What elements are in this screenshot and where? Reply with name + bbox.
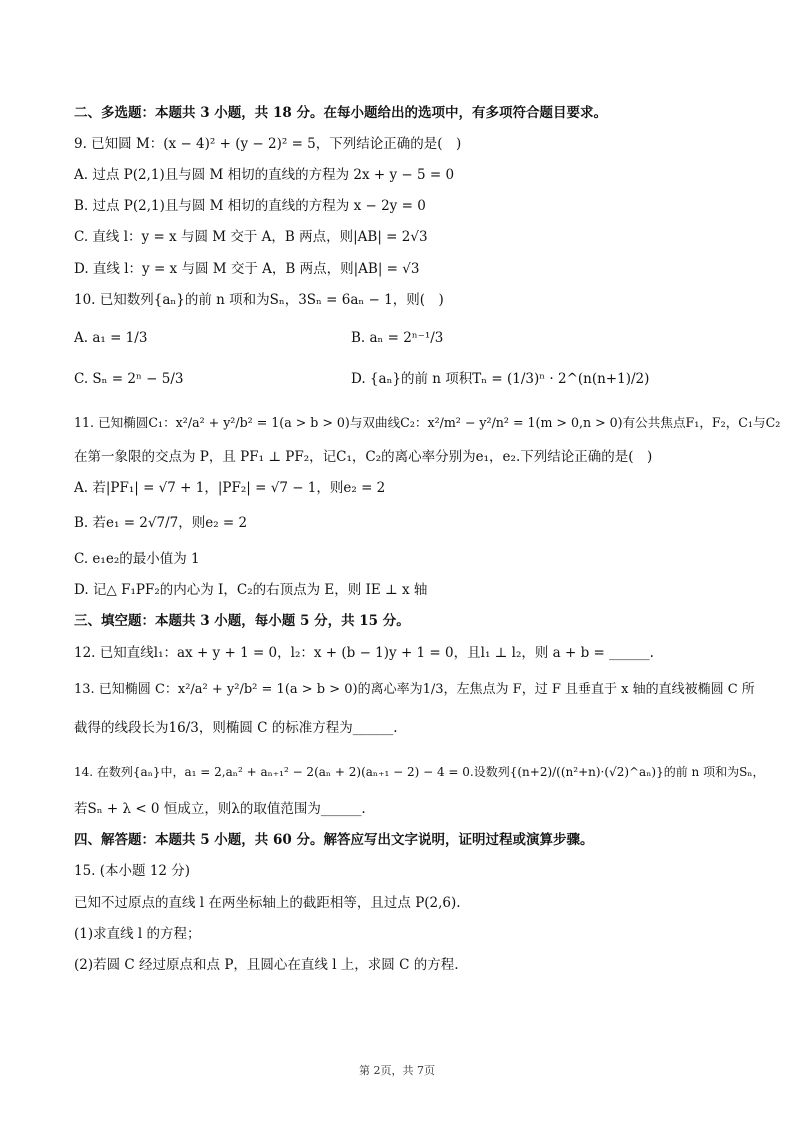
q11-option-c: C. e₁e₂的最小值为 1 [74, 551, 200, 567]
q13-stem-line1: 13. 已知椭圆 C：x²/a² + y²/b² = 1(a > b > 0)的离心率为1/3，左焦点为 F，过 F 且垂直于 x 轴的直线被椭圆 C 所 [74, 682, 755, 697]
q10-option-b: B. aₙ = 2ⁿ⁻¹/3 [351, 330, 444, 346]
q11-option-d: D. 记△ F₁PF₂的内心为 I，C₂的右顶点为 E，则 IE ⊥ x 轴 [74, 582, 428, 598]
section-2-heading: 二、多选题：本题共 3 小题，共 18 分。在每小题给出的选项中，有多项符合题目要求。 [74, 105, 607, 121]
q11-option-a: A. 若|PF₁| = √7 + 1，|PF₂| = √7 − 1，则e₂ = 2 [74, 480, 386, 496]
q14-stem-line2: 若Sₙ + λ < 0 恒成立，则λ的取值范围为______. [74, 801, 366, 817]
q15-title: 15. (本小题 12 分) [74, 863, 191, 879]
q9-option-d: D. 直线 l：y = x 与圆 M 交于 A，B 两点，则|AB| = √3 [74, 261, 420, 277]
q11-stem-line1: 11. 已知椭圆C₁：x²/a² + y²/b² = 1(a > b > 0)与双曲线C₂：x²/m² − y²/n² = 1(m > 0,n > 0)有公共焦点F₁，F₂，C₁与C₂ [74, 415, 781, 430]
q15-part-2: (2)若圆 C 经过原点和点 P，且圆心在直线 l 上，求圆 C 的方程. [74, 957, 459, 973]
q13-stem-line2: 截得的线段长为16/3，则椭圆 C 的标准方程为______. [74, 720, 398, 736]
q10-option-d: D. {aₙ}的前 n 项积Tₙ = (1/3)ⁿ · 2^(n(n+1)/2) [351, 371, 650, 387]
q14-stem-line1: 14. 在数列{aₙ}中，a₁ = 2,aₙ² + aₙ₊₁² − 2(aₙ + 2)(aₙ₊₁ − 2) − 4 = 0.设数列{(n+2)/((n²+n)·(√2)^aₙ)}的前 n 项和为Sₙ， [74, 765, 765, 779]
q15-part-1: (1)求直线 l 的方程； [74, 926, 201, 942]
q12-stem: 12. 已知直线l₁：ax + y + 1 = 0，l₂：x + (b − 1)y + 1 = 0，且l₁ ⊥ l₂，则 a + b = ______. [74, 645, 654, 661]
q11-option-b: B. 若e₁ = 2√7/7，则e₂ = 2 [74, 515, 248, 531]
q11-stem-line2: 在第一象限的交点为 P，且 PF₁ ⊥ PF₂，记C₁，C₂的离心率分别为e₁，e₂.下列结论正确的是( ) [74, 449, 653, 465]
section-3-heading: 三、填空题：本题共 3 小题，每小题 5 分，共 15 分。 [74, 613, 410, 629]
section-4-heading: 四、解答题：本题共 5 小题，共 60 分。解答应写出文字说明，证明过程或演算步骤。 [74, 832, 594, 848]
page-footer: 第 2页，共 7页 [359, 1064, 435, 1077]
q9-stem: 9. 已知圆 M：(x − 4)² + (y − 2)² = 5，下列结论正确的是( ) [74, 136, 462, 152]
q9-option-c: C. 直线 l：y = x 与圆 M 交于 A，B 两点，则|AB| = 2√3 [74, 229, 428, 245]
q10-option-a: A. a₁ = 1/3 [74, 330, 148, 346]
q10-stem: 10. 已知数列{aₙ}的前 n 项和为Sₙ，3Sₙ = 6aₙ − 1，则( ) [74, 292, 444, 308]
q15-stem: 已知不过原点的直线 l 在两坐标轴上的截距相等，且过点 P(2,6). [74, 895, 461, 911]
q9-option-a: A. 过点 P(2,1)且与圆 M 相切的直线的方程为 2x + y − 5 = 0 [74, 167, 455, 183]
q10-option-c: C. Sₙ = 2ⁿ − 5/3 [74, 371, 184, 387]
q9-option-b: B. 过点 P(2,1)且与圆 M 相切的直线的方程为 x − 2y = 0 [74, 198, 426, 214]
